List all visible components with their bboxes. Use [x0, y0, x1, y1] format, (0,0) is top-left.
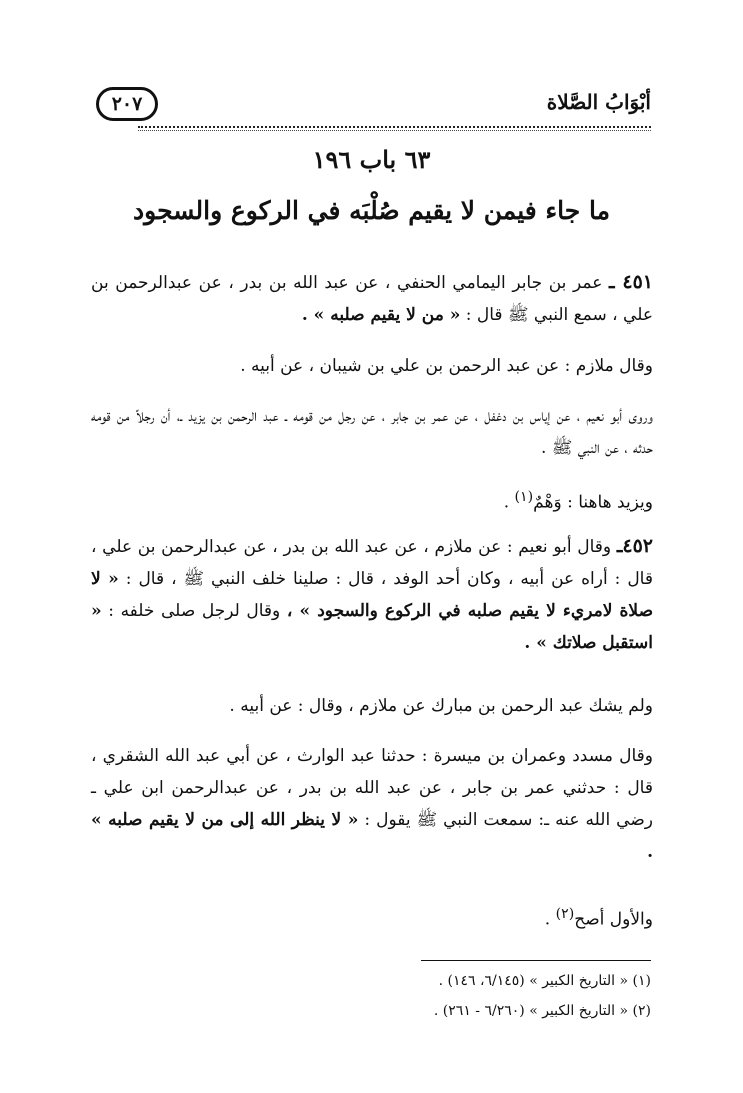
- running-title: أبْوَابُ الصَّلاة: [546, 90, 651, 114]
- hadith-number: ٤٥١ ـ: [608, 271, 653, 293]
- paragraph-text: عمر بن جابر اليمامي الحنفي ، عن عبد الله بن بدر ، عن عبدالرحمن بن علي ، سمع النبي ﷺ قال :: [91, 273, 653, 325]
- paragraph-end: .: [544, 909, 556, 930]
- paragraph-musaddad: [91, 740, 653, 868]
- paragraph-end: .: [503, 492, 515, 513]
- header-divider-secondary: [138, 130, 651, 131]
- paragraph-abu-nuaym: [91, 400, 653, 464]
- paragraph-452: [91, 530, 653, 659]
- paragraph-yazid: [91, 481, 653, 519]
- paragraph-mulazim: [91, 350, 653, 382]
- footnote-ref: (١): [514, 489, 534, 505]
- paragraph-text: والأول أصح: [574, 909, 653, 930]
- footnote-2: (٢) « التاريخ الكبير » (٦/٢٦٠ - ٢٦١) .: [433, 1003, 651, 1019]
- paragraph-text: وقال لرجل صلى خلفه :: [108, 601, 281, 621]
- chapter-subtitle: ما جاء فيمن لا يقيم صُلْبَه في الركوع والسجود: [133, 196, 610, 225]
- prophetic-quote: « لا صلاة لامريء لا يقيم صلبه في الركوع والسجود » ،: [91, 569, 654, 621]
- paragraph-text: ويزيد هاهنا : وَهْمٌ: [533, 492, 653, 513]
- paragraph-text: وقال ملازم : عن عبد الرحمن بن علي بن شيبان ، عن أبيه .: [240, 356, 653, 376]
- page-number: ٢٠٧: [111, 93, 143, 115]
- page-number-badge: [96, 87, 158, 121]
- prophetic-quote: « من لا يقيم صلبه » .: [301, 305, 461, 325]
- header-divider: [138, 126, 651, 128]
- prophetic-quote: « استقبل صلاتك » .: [91, 601, 653, 653]
- prophetic-quote: « لا ينظر الله إلى من لا يقيم صلبه » .: [91, 810, 653, 862]
- paragraph-text: وروى أبو نعيم ، عن إياس بن دغفل ، عن عمر بن جابر ، عن رجل من قومه ـ عبد الرحمن بن يزيد ـ، أن رجلاً من قومه حدثه ، عن النبي ﷺ .: [91, 406, 653, 458]
- footnote-divider: [421, 960, 651, 961]
- footnote-1: (١) « التاريخ الكبير » (٦/١٤٥، ١٤٦) .: [438, 973, 651, 989]
- footnote-ref: (٢): [555, 906, 575, 922]
- paragraph-text: وقال مسدد وعمران بن ميسرة : حدثنا عبد الوارث ، عن أبي عبد الله الشقري ، قال : حدثني عمر بن جابر ، عن عبد الله بن بدر ، عن عبدالرحمن ابن علي ـ رضي الله عنه ـ: سمعت النبي ﷺ يقول :: [91, 746, 653, 830]
- paragraph-conclusion: [91, 898, 653, 936]
- paragraph-text: ولم يشك عبد الرحمن بن مبارك عن ملازم ، وقال : عن أبيه .: [229, 696, 653, 716]
- chapter-heading: ٦٣ باب ١٩٦: [312, 145, 431, 174]
- paragraph-451: [91, 266, 653, 331]
- paragraph-text: وقال أبو نعيم : عن ملازم ، عن عبد الله بن بدر ، عن عبدالرحمن بن علي ، قال : أراه عن أبيه ، وكان أحد الوفد ، قال : صلينا خلف النبي ﷺ ، قال :: [91, 537, 653, 589]
- paragraph-ibn-mubarak: [91, 690, 653, 722]
- hadith-number: ٤٥٢ـ: [616, 535, 654, 557]
